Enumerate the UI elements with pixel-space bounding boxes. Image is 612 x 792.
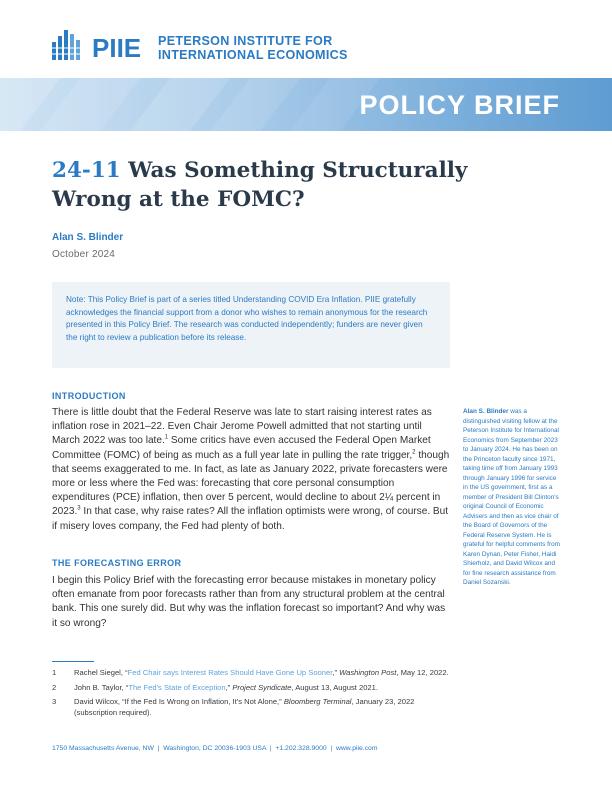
footnote-ref-2[interactable]: 2 — [412, 449, 416, 456]
logo-wordmark: PIIE — [92, 33, 142, 63]
introduction-heading: INTRODUCTION — [52, 391, 126, 401]
brief-title-text: Was Something Structurally Wrong at the FOMC? — [52, 158, 468, 212]
footnote-link[interactable]: The Fed's State of Exception — [128, 682, 226, 692]
brief-number: 24-11 — [52, 158, 121, 183]
footnote-ref-1[interactable]: 1 — [164, 435, 169, 442]
piie-logo-icon — [52, 28, 86, 62]
footnote-item — [52, 683, 452, 694]
footnote-ref-3[interactable]: 3 — [77, 506, 81, 513]
org-name-line2: INTERNATIONAL ECONOMICS — [158, 48, 348, 62]
note-text: Note: This Policy Brief is part of a series titled Understanding COVID Era Inflation. PIIE gratefully acknowledges the financial support from a donor who wishes to remain anonymous for the research presented in this Policy Brief. The research was conducted independently; funders are never given the right to review a publication before its release. — [66, 295, 428, 342]
org-name-line1: PETERSON INSTITUTE FOR — [158, 34, 333, 48]
footnote-source: Bloomberg Terminal — [283, 697, 352, 706]
footnote-text: Rachel Siegel, “Fed Chair says Interest Rates Should Have Gone Up Sooner,” Washington Post, May 12, 2022. — [74, 668, 449, 677]
author-bio-sidebar — [463, 407, 563, 588]
intro-text-1: There is little doubt that the Federal Reserve was late to start raising interest rates as inflation rose in 2021–22. Even Chair Jerome Powell admitted that not starting until March 2022 was too late. — [52, 407, 432, 447]
introduction-paragraph — [52, 406, 452, 534]
organization-name — [158, 34, 348, 62]
author-name: Alan S. Blinder — [52, 232, 124, 243]
intro-text-4: In that case, why raise rates? All the inflation optimists were wrong, of course. But if misery loves company, the Fed had plenty of both. — [52, 506, 449, 532]
sidebar-author-name: Alan S. Blinder — [463, 408, 509, 415]
page-title — [52, 156, 472, 214]
header — [0, 0, 612, 78]
banner-title: POLICY BRIEF — [359, 90, 560, 120]
sidebar-bio-text: was a distinguished visiting fellow at the Peterson Institute for International Economics from September 2023 to January 2024. He has been on the Princeton faculty since 1971, taking time off from January 1993 through January 1996 for service in the US government, first as a member of President Bill Clinton's original Council of Economic Advisers and then as vice chair of the Board of Governors of the Federal Reserve System. He is grateful for helpful comments from Karen Dynan, Peter Fisher, Haidi Shierholz, and David Wilcox and for fine research assistance from Daniel Sozanski. — [463, 408, 560, 586]
footnote-text: John B. Taylor, “The Fed's State of Exception,” Project Syndicate, August 13, August 2021. — [74, 682, 378, 692]
footer-contact: 1750 Massachusetts Avenue, NW | Washington, DC 20036-1903 USA | +1.202.328.9000 | www.piie.com — [52, 745, 378, 752]
policy-brief-banner — [0, 78, 612, 131]
footnotes — [52, 668, 452, 722]
footnote-item — [52, 668, 452, 679]
intro-text-2: Some critics have even accused the Federal Open Market Committee (FOMC) of being as much as a full year late in pulling the rate trigger, — [52, 435, 431, 461]
footnote-number: 1 — [52, 668, 57, 677]
footnote-source: Project Syndicate — [232, 682, 292, 692]
note-box — [52, 282, 450, 368]
forecasting-error-heading: THE FORECASTING ERROR — [52, 558, 182, 568]
footnote-source: Washington Post — [339, 668, 397, 677]
footnote-text: David Wilcox, “If the Fed Is Wrong on Inflation, It's Not Alone,” Bloomberg Terminal, January 23, 2022 (subscription required). — [74, 697, 415, 717]
footnote-link[interactable]: Fed Chair says Interest Rates Should Have Gone Up Sooner — [127, 668, 333, 677]
publication-date: October 2024 — [52, 249, 115, 260]
footnote-number: 2 — [52, 682, 57, 692]
footnote-item — [52, 697, 452, 718]
footnote-number: 3 — [52, 697, 57, 706]
footnote-divider — [52, 661, 94, 662]
intro-text-3: though that seems exaggerated to me. In fact, as late as January 2022, private forecasters were more or less where the Fed was: forecasting that core personal consumption expenditures (PCE) inflation, then over 5 percent, would decline to about 2¼ percent in 2023. — [52, 449, 450, 518]
forecasting-paragraph: I begin this Policy Brief with the forecasting error because mistakes in monetary policy often emanate from poor forecasts rather than from any structural problem at the central bank. This one surely did. But why was the inflation forecast so important? And why was it so wrong? — [52, 575, 446, 629]
